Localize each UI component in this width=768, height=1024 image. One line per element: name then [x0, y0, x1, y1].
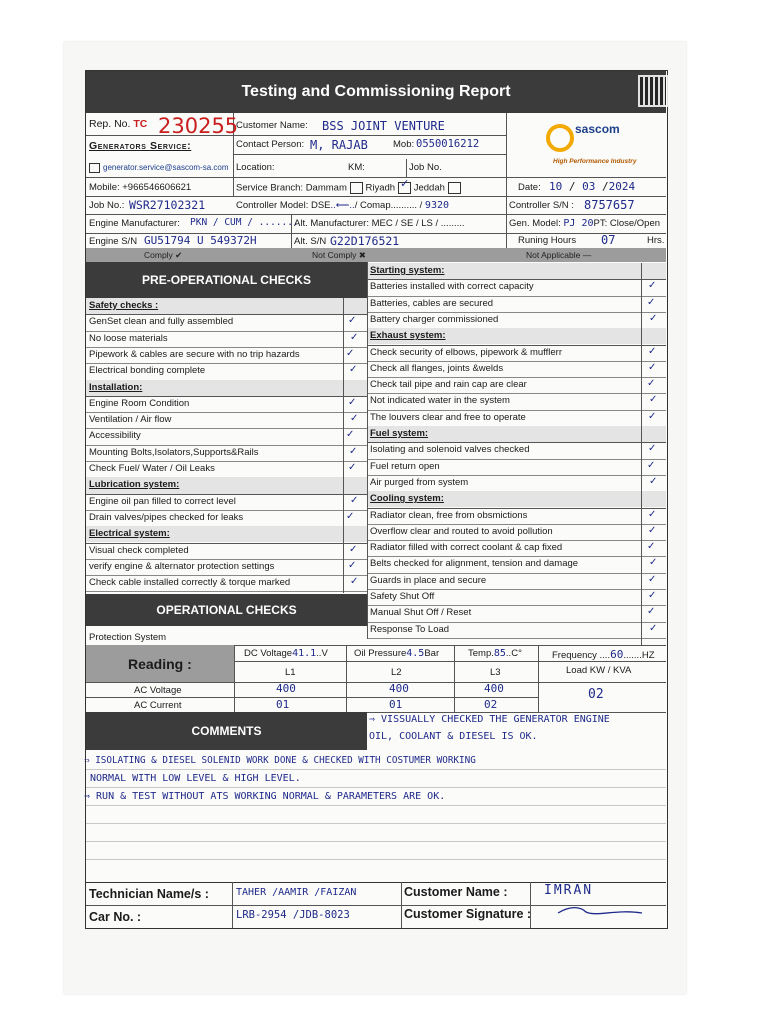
rep-number: 230255	[158, 114, 239, 138]
op-title-bar	[86, 594, 367, 626]
tech-value: TAHER /AAMIR /FAIZAN	[236, 887, 357, 898]
comply-check-icon[interactable]: ✓	[350, 331, 359, 343]
comment-line-2: OIL, COOLANT & DIESEL IS OK.	[369, 731, 538, 742]
oil-pressure: Oil Pressure4.5Bar	[354, 648, 440, 659]
check-item: Guards in place and secure	[370, 574, 487, 586]
comply-check-icon[interactable]: ✓	[648, 410, 657, 422]
gen-model-label: Gen. Model: PJ 20PT: Close/Open	[509, 218, 661, 229]
cust-name-value: IMRAN	[544, 883, 594, 898]
car-label: Car No. :	[89, 910, 142, 924]
comment-line-5: ⇒ RUN & TEST WITHOUT ATS WORKING NORMAL & PARAMETERS ARE OK.	[84, 791, 446, 802]
freq-value: 60	[610, 648, 624, 661]
alt-sn-label: Alt. S/N	[294, 236, 327, 247]
customer-name-label: Customer Name:	[236, 120, 308, 131]
ctrl-sn-value: 8757657	[584, 198, 635, 212]
comply-check-icon[interactable]: ✓	[647, 459, 656, 471]
report-form	[85, 70, 668, 929]
check-item: Isolating and solenoid valves checked	[370, 444, 530, 456]
check-item: Ventilation / Air flow	[89, 414, 172, 426]
check-item: Electrical bonding complete	[89, 365, 206, 377]
check-item: Check cable installed correctly & torque marked	[89, 577, 291, 589]
check-item: Fuel return open	[370, 460, 440, 472]
comply-check-icon[interactable]: ✓	[648, 590, 657, 601]
comment-line-1: ⇒ VISSUALLY CHECKED THE GENERATOR ENGINE	[369, 714, 610, 725]
check-item: Check Fuel/ Water / Oil Leaks	[89, 463, 215, 474]
km-label: KM:	[348, 162, 365, 173]
dc-voltage: DC Voltage41.1..V	[244, 648, 328, 659]
ac-voltage-l2: 400	[389, 682, 409, 695]
hours-label: Runing Hours	[518, 235, 577, 246]
check-item: Accessibility	[89, 430, 141, 442]
comply-check-icon[interactable]: ✓	[348, 462, 357, 473]
section-heading: Exhaust system:	[370, 330, 446, 342]
comply-check-icon[interactable]: ✓	[648, 345, 657, 357]
car-value: LRB-2954 /JDB-8023	[236, 909, 350, 921]
check-item: GenSet clean and fully assembled	[89, 316, 234, 328]
comply-check-icon[interactable]: ✓	[349, 364, 358, 376]
comply-check-icon[interactable]: ✓	[647, 541, 656, 553]
reading-label: Reading :	[128, 656, 192, 672]
comply-check-icon[interactable]: ✓	[648, 443, 657, 455]
comply-check-icon[interactable]: ✓	[649, 475, 658, 487]
gear-logo-icon	[546, 124, 574, 152]
title-bar	[86, 71, 666, 113]
ac-voltage-l3: 400	[484, 682, 504, 695]
oil-value: 4.5	[406, 648, 425, 659]
comply-check-icon[interactable]: ✓	[648, 508, 657, 520]
customer-name-value: BSS JOINT VENTURE	[322, 119, 445, 133]
check-item: Check all flanges, joints &welds	[370, 362, 504, 374]
dammam-checkbox[interactable]	[350, 182, 363, 194]
check-item: Belts checked for alignment, tension and damage	[370, 558, 579, 570]
section-heading: Starting system:	[370, 265, 445, 276]
ac-current-l3: 02	[484, 698, 498, 711]
check-item: Engine oil pan filled to correct level	[89, 495, 236, 507]
controller-value: 9320	[424, 200, 450, 211]
customer-signature	[556, 903, 646, 923]
check-item: verify engine & alternator protection settings	[89, 560, 275, 572]
company-logo	[541, 116, 666, 176]
comply-check-icon[interactable]: ✓	[648, 524, 657, 536]
dc-value: 41.1	[292, 648, 317, 659]
comply-check-icon[interactable]: ✓	[346, 429, 355, 441]
check-item: No loose materials	[89, 332, 168, 344]
protection-label: Protection System	[89, 632, 167, 643]
section-heading: Fuel system:	[370, 428, 429, 439]
cust-sig-label: Customer Signature :	[404, 907, 532, 921]
branch-line: Service Branch: Dammam Riyadh ✓ Jeddah	[236, 182, 461, 194]
check-item: Manual Shut Off / Reset	[370, 607, 472, 619]
check-item: Check security of elbows, pipework & mufflerr	[370, 346, 563, 358]
phase-l2: L2	[391, 667, 402, 678]
comply-check-icon[interactable]: ✓	[349, 543, 358, 555]
check-item: Battery charger commissioned	[370, 313, 499, 325]
comply-check-icon[interactable]: ✓	[348, 559, 357, 571]
ac-current-label: AC Current	[134, 700, 182, 711]
pre-op-title: PRE-OPERATIONAL CHECKS	[142, 273, 311, 287]
comply-check-icon[interactable]: ✓	[647, 296, 656, 308]
engine-manu-value: PKN / CUM / .......	[190, 217, 299, 228]
riyadh-checkbox[interactable]: ✓	[398, 182, 411, 194]
comply-check-icon[interactable]: ✓	[346, 347, 355, 359]
section-heading: Cooling system:	[370, 493, 444, 505]
location-label: Location:	[236, 162, 275, 173]
check-item: Engine Room Condition	[89, 397, 190, 409]
check-item: Response To Load	[370, 623, 450, 635]
check-item: The louvers clear and free to operate	[370, 411, 526, 423]
comply-check-icon[interactable]: ✓	[649, 622, 658, 634]
job-value: WSR27102321	[129, 198, 206, 212]
alt-manu-line: Alt. Manufacturer: MEC / SE / LS / .........	[294, 218, 465, 229]
section-heading: Lubrication system:	[89, 479, 180, 491]
pre-op-title-bar	[86, 262, 367, 298]
check-item: Mounting Bolts,Isolators,Supports&Rails	[89, 446, 259, 458]
hours-unit: Hrs.	[647, 235, 665, 246]
company-name: Generators Service:	[89, 140, 192, 152]
check-item: Check tail pipe and rain cap are clear	[370, 379, 527, 391]
rep-prefix: TC	[133, 118, 148, 130]
comply-check-icon[interactable]: ✓	[647, 606, 656, 618]
check-item: Air purged from system	[370, 476, 469, 488]
check-item: Visual check completed	[89, 544, 189, 556]
ac-voltage-label: AC Voltage	[134, 685, 182, 696]
comply-check-icon[interactable]: ✓	[350, 494, 359, 506]
email-line: generator.service@sascom-sa.com	[89, 163, 229, 173]
tech-label: Technician Name/s :	[89, 887, 209, 901]
legend-not-comply: Not Comply ✖	[312, 250, 366, 260]
job-label: Job No.:	[89, 200, 125, 211]
section-heading: Electrical system:	[89, 528, 170, 540]
mob-value: 0550016212	[416, 138, 480, 150]
comply-check-icon[interactable]: ✓	[649, 557, 658, 569]
ctrl-sn-label: Controller S/N :	[509, 200, 574, 211]
check-item: Radiator filled with correct coolant & cap fixed	[370, 542, 563, 554]
legend-na: Not Applicable —	[526, 250, 592, 260]
comply-check-icon[interactable]: ✓	[346, 510, 355, 522]
check-item: Pipework & cables are secure with no trip hazards	[89, 348, 300, 360]
frequency: Frequency ....60.......HZ	[552, 648, 655, 661]
comply-check-icon[interactable]: ✓	[647, 378, 656, 390]
engine-sn-value: GU51794 U 549372H	[144, 234, 257, 247]
engine-manu-label: Engine Manufacturer:	[89, 218, 180, 229]
date-value: 10 / 03 /2024	[549, 180, 636, 193]
comply-check-icon[interactable]: ✓	[350, 413, 359, 425]
comply-check-icon[interactable]: ✓	[648, 361, 657, 373]
section-heading: Installation:	[89, 381, 143, 393]
comment-line-3: ⇒ ISOLATING & DIESEL SOLENID WORK DONE & CHECKED WITH COSTUMER WORKING	[84, 755, 476, 766]
check-item: Radiator clean, free from obsmictions	[370, 509, 528, 521]
comply-check-icon[interactable]: ✓	[649, 394, 658, 406]
engine-sn-label: Engine S/N	[89, 236, 138, 247]
controller-model-line: Controller Model: DSE..⟵../ Comap.......... / 9320	[236, 200, 450, 211]
section-heading: Safety checks :	[89, 300, 159, 311]
check-item: Batteries installed with correct capacity	[370, 281, 534, 293]
comply-check-icon[interactable]: ✓	[649, 312, 658, 324]
legend-comply: Comply ✔	[144, 250, 183, 260]
hours-value: 07	[601, 233, 616, 247]
check-item: Overflow clear and routed to avoid pollution	[370, 525, 553, 537]
cust-name-label: Customer Name :	[404, 885, 508, 899]
alt-sn-value: G22D176521	[330, 234, 400, 248]
contact-label: Contact Person:	[236, 139, 305, 150]
email-icon	[89, 163, 100, 173]
temp: Temp.85..C°	[468, 648, 522, 659]
contact-value: M, RAJAB	[310, 138, 368, 152]
qr-code	[638, 75, 668, 107]
report-title: Testing and Commissioning Report	[241, 83, 511, 100]
jobno-label: Job No.	[409, 162, 442, 173]
date-label: Date:	[518, 182, 541, 193]
phase-l3: L3	[490, 667, 501, 678]
comply-check-icon[interactable]: ✓	[350, 576, 359, 588]
comply-check-icon[interactable]: ✓	[648, 280, 657, 292]
mobile-line: Mobile: +966546606621	[89, 182, 192, 193]
rep-no-label: Rep. No. TC	[89, 118, 148, 130]
ac-current-l1: 01	[276, 698, 290, 711]
temp-value: 85	[493, 648, 506, 659]
mob-label: Mob:	[393, 139, 415, 150]
gen-model-value: PJ 20	[563, 218, 594, 229]
load-value: 02	[588, 687, 604, 702]
logo-sub: High Performance Industry	[553, 158, 637, 165]
phase-l1: L1	[285, 667, 296, 678]
comply-check-icon[interactable]: ✓	[648, 573, 657, 585]
check-item: Not indicated water in the system	[370, 395, 510, 407]
op-title: OPERATIONAL CHECKS	[156, 603, 297, 617]
check-item: Safety Shut Off	[370, 591, 435, 602]
ac-voltage-l1: 400	[276, 682, 296, 695]
ac-current-l2: 01	[389, 698, 403, 711]
comply-check-icon[interactable]: ✓	[348, 396, 357, 408]
check-item: Drain valves/pipes checked for leaks	[89, 511, 244, 523]
logo-name: sascom	[575, 122, 620, 136]
check-item: Batteries, cables are secured	[370, 297, 494, 309]
comments-title: COMMENTS	[191, 724, 262, 738]
comment-line-4: NORMAL WITH LOW LEVEL & HIGH LEVEL.	[90, 773, 301, 784]
jeddah-checkbox[interactable]	[448, 182, 461, 194]
comply-check-icon[interactable]: ✓	[348, 315, 357, 327]
comply-check-icon[interactable]: ✓	[349, 445, 358, 457]
load-label: Load KW / KVA	[566, 665, 632, 676]
